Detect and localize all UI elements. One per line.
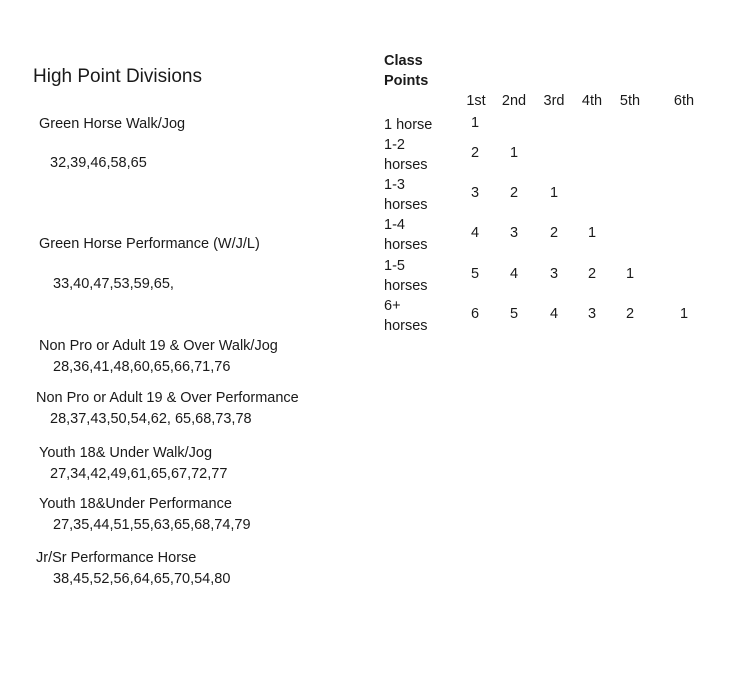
division-name: Jr/Sr Performance Horse [36,550,197,566]
table-cell: 2 [470,145,480,161]
table-cell: 3 [587,306,597,322]
division-classes: 28,36,41,48,60,65,66,71,76 [53,359,231,375]
table-row-label: 1 horse [384,117,433,133]
table-cell: 5 [470,266,480,282]
division-classes: 27,34,42,49,61,65,67,72,77 [50,466,228,482]
table-cell: 1 [625,266,635,282]
table-row-label: 1-5 horses [384,258,428,294]
column-header: 2nd [501,93,527,109]
table-cell: 4 [509,266,519,282]
column-header: 3rd [543,93,565,109]
division-classes: 38,45,52,56,64,65,70,54,80 [53,571,231,587]
table-cell: 2 [625,306,635,322]
table-cell: 3 [509,225,519,241]
division-name: Youth 18&Under Performance [39,496,232,512]
table-cell: 2 [549,225,559,241]
table-cell: 1 [470,115,480,131]
table-cell: 6 [470,306,480,322]
division-name: Non Pro or Adult 19 & Over Walk/Jog [39,338,278,354]
table-row-label: 1-3 horses [384,177,428,213]
division-classes: 27,35,44,51,55,63,65,68,74,79 [53,517,251,533]
column-header: 6th [673,93,695,109]
column-header: 4th [581,93,603,109]
table-cell: 1 [509,145,519,161]
table-cell: 2 [509,185,519,201]
division-name: Non Pro or Adult 19 & Over Performance [36,390,299,406]
table-cell: 3 [549,266,559,282]
page-title: High Point Divisions [33,66,202,87]
division-name: Green Horse Performance (W/J/L) [39,236,260,252]
column-header: 1st [466,93,486,109]
division-name: Green Horse Walk/Jog [39,116,186,132]
division-name: Youth 18& Under Walk/Jog [39,445,213,461]
table-cell: 4 [549,306,559,322]
division-classes: 33,40,47,53,59,65, [53,276,174,292]
division-classes: 28,37,43,50,54,62, 65,68,73,78 [50,411,252,427]
table-cell: 4 [470,225,480,241]
table-row-label: 1-2 horses [384,137,428,173]
division-classes: 32,39,46,58,65 [50,155,147,171]
class-points-heading: Class Points [384,53,429,89]
table-cell: 1 [549,185,559,201]
table-cell: 2 [587,266,597,282]
table-cell: 1 [679,306,689,322]
table-row-label: 6+ horses [384,298,428,334]
column-header: 5th [619,93,641,109]
table-cell: 3 [470,185,480,201]
table-row-label: 1-4 horses [384,217,428,253]
table-cell: 5 [509,306,519,322]
table-cell: 1 [587,225,597,241]
